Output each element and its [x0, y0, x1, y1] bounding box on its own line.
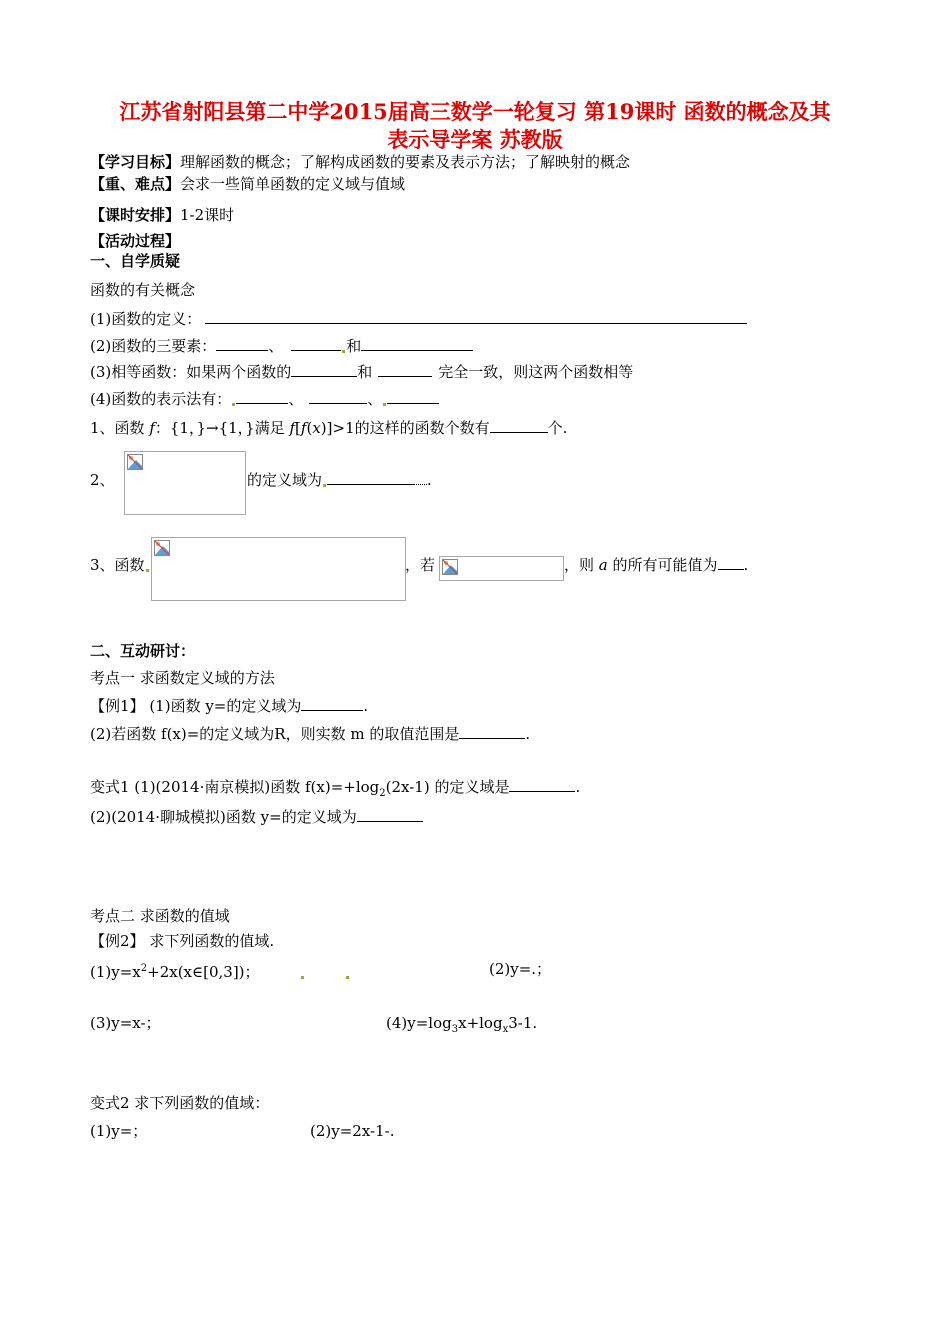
ex1-q1-text: (1)函数 y=的定义域为 — [144, 697, 302, 715]
e1-var-f: f — [149, 419, 155, 437]
q4-sep-1: 、 — [288, 390, 304, 408]
formula-image-3 — [439, 556, 564, 581]
key-point-2: 考点二 求函数的值域 — [90, 907, 230, 925]
q2-text: (2)函数的三要素： — [90, 337, 217, 355]
example-2 — [90, 931, 274, 951]
title-line-2: 表示导学案 苏教版 — [387, 127, 563, 152]
exercise-3-label — [90, 555, 150, 575]
var1-q2-text: (2)(2014·聊城模拟)函数 y=的定义域为 — [90, 808, 357, 826]
exercise-3 — [564, 555, 748, 575]
e3-if: ，若 — [405, 556, 436, 574]
ex2-text: 求下列函数的值域. — [144, 932, 275, 950]
key-points — [90, 174, 405, 194]
q3-tail: 完全一致，则这两个函数相等 — [438, 363, 634, 381]
formula-image-2 — [151, 537, 406, 601]
q3-text: (3)相等函数：如果两个函数的 — [90, 363, 292, 381]
exercise-2 — [247, 470, 432, 490]
ex2-q1-text-2: +2x(x∈[0,3])； — [147, 963, 260, 981]
ex1-q2-end: . — [525, 725, 531, 743]
variant-2-title: 变式2 求下列函数的值域： — [90, 1094, 270, 1112]
ex2-q4-sub-2: x — [502, 1024, 509, 1035]
section1-intro: 函数的有关概念 — [90, 281, 196, 299]
ex1-q1-blank[interactable] — [301, 696, 363, 711]
q4-blank-2[interactable] — [309, 389, 367, 404]
time-arrangement — [90, 205, 234, 225]
marker-dot — [323, 484, 326, 487]
q4-sep-2: 、 — [367, 390, 383, 408]
e1-var-f2: f — [289, 419, 296, 437]
var1-q1-text: 变式1 (1)(2014·南京模拟)函数 f(x)=+log — [90, 778, 380, 796]
var1-q1-text-2: (2x-1) 的定义域是 — [385, 778, 510, 796]
time-label: 【课时安排】 — [90, 206, 181, 224]
ex1-label: 【例1】 — [90, 697, 145, 715]
ex2-q4-text-2: x+log — [458, 1014, 503, 1032]
e3-var-a: a — [598, 556, 608, 574]
q2-blank-2[interactable] — [291, 336, 341, 351]
key-label: 【重、难点】 — [90, 175, 181, 193]
question-3 — [90, 362, 633, 382]
marker-dot — [232, 403, 235, 406]
var1-subscript: 2 — [379, 788, 386, 799]
e2-text: 的定义域为 — [247, 471, 323, 489]
e1-var-x: x — [312, 419, 321, 437]
title-line-1: 江苏省射阳县第二中学2015届高三数学一轮复习 第19课时 函数的概念及其 — [119, 99, 831, 124]
broken-image-icon — [442, 559, 458, 575]
example-1-q1 — [90, 696, 368, 716]
e1-text: 1、函数 — [90, 419, 150, 437]
e2-end: . — [427, 471, 432, 489]
exercise-1 — [90, 418, 567, 438]
time-text: 1-2课时 — [180, 206, 235, 224]
formula-image-1 — [124, 451, 246, 515]
q4-blank-1[interactable] — [236, 389, 288, 404]
e3-number: 3、函数 — [90, 556, 145, 574]
e1-var-f3: f — [300, 419, 307, 437]
ex1-q2-text: (2)若函数 f(x)=的定义域为R，则实数 m 的取值范围是 — [90, 725, 460, 743]
q4-text: (4)函数的表示法有： — [90, 390, 232, 408]
q3-blank-2[interactable] — [378, 362, 432, 377]
example-2-q3: (3)y=x-； — [90, 1014, 161, 1032]
example-2-q2: (2)y=.； — [489, 960, 552, 978]
ex2-q1-text: (1)y=x — [90, 963, 141, 981]
e3-then: ，则 — [564, 556, 599, 574]
q2-blank-1[interactable] — [216, 336, 268, 351]
marker-dot — [146, 569, 149, 572]
q2-blank-3[interactable] — [361, 336, 473, 351]
marker-dot — [346, 976, 349, 979]
ex1-q1-end: . — [363, 697, 369, 715]
variant-1-q1 — [90, 777, 580, 804]
section1-heading: 一、自学质疑 — [90, 252, 181, 270]
marker-dot — [383, 403, 386, 406]
variant-2-q2: (2)y=2x-1-. — [310, 1122, 395, 1140]
e2-blank-tail — [413, 470, 427, 485]
e1-paren: ( — [306, 419, 313, 437]
goal-text: 理解函数的概念；了解构成函数的要素及表示方法；了解映射的概念 — [180, 153, 631, 171]
e2-blank[interactable] — [327, 470, 413, 485]
example-1-q2 — [90, 724, 530, 744]
e1-end: 个. — [547, 419, 568, 437]
variant-1-q2 — [90, 807, 423, 827]
key-text: 会求一些简单函数的定义域与值域 — [180, 175, 406, 193]
q3-and: 和 — [357, 363, 373, 381]
e1-blank[interactable] — [490, 418, 548, 433]
ex2-label: 【例2】 — [90, 932, 145, 950]
q4-blank-3[interactable] — [387, 389, 439, 404]
key-point-1: 考点一 求函数定义域的方法 — [90, 669, 275, 687]
process-label: 【活动过程】 — [90, 232, 181, 250]
var1-q1-blank[interactable] — [509, 777, 575, 792]
learning-goal — [90, 152, 630, 172]
ex2-q4-sub: 3 — [451, 1024, 459, 1035]
var1-q1-end: . — [575, 778, 581, 796]
broken-image-icon — [154, 540, 170, 556]
e1-bracket: [ — [295, 419, 301, 437]
e1-text-3: )]>1的这样的函数个数有 — [320, 419, 490, 437]
ex1-q2-blank[interactable] — [459, 724, 525, 739]
question-2 — [90, 336, 473, 356]
q2-sep: 、 — [268, 337, 284, 355]
broken-image-icon — [127, 454, 143, 470]
example-2-q4 — [386, 1013, 537, 1040]
example-2-q1 — [90, 959, 350, 982]
e2-number: 2、 — [90, 471, 115, 489]
e3-rest: 的所有可能值为 — [607, 556, 718, 574]
q3-blank-1[interactable] — [291, 362, 357, 377]
var1-q2-blank[interactable] — [357, 807, 423, 822]
e3-blank[interactable] — [718, 555, 744, 570]
q2-and: 和 — [346, 337, 362, 355]
section2-heading: 二、互动研讨： — [90, 642, 196, 660]
e1-text-2: ：{1，}→{1，}满足 — [154, 419, 290, 437]
question-1 — [90, 309, 747, 329]
q1-blank[interactable] — [205, 309, 747, 324]
q1-text: (1)函数的定义： — [90, 310, 202, 328]
marker-dot — [301, 976, 304, 979]
ex2-q4-text: (4)y=log — [386, 1014, 452, 1032]
e3-end: . — [743, 556, 749, 574]
marker-dot — [342, 350, 345, 353]
ex2-q4-text-3: 3-1. — [508, 1014, 538, 1032]
goal-label: 【学习目标】 — [90, 153, 181, 171]
question-4 — [90, 389, 439, 409]
ex2-q1-sup: 2 — [140, 963, 148, 974]
variant-2-q1: (1)y=； — [90, 1122, 148, 1140]
